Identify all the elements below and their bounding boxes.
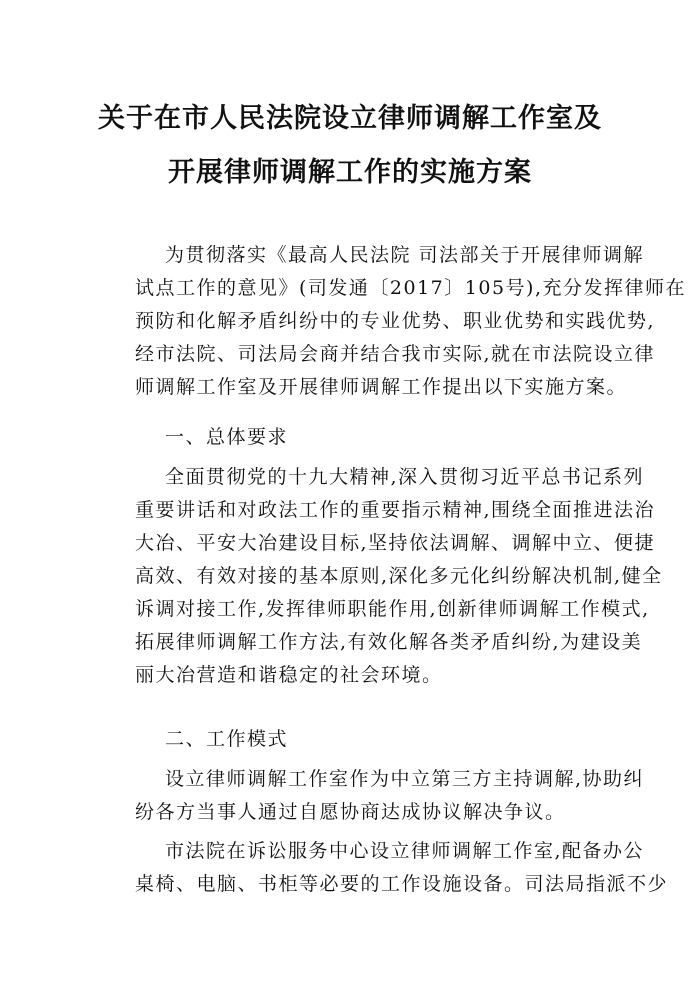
document-title-line-1: 关于在市人民法院设立律师调解工作室及 <box>98 103 602 134</box>
section1-line: 重要讲话和对政法工作的重要指示精神,围绕全面推进法治 <box>135 499 656 521</box>
section2-para1-line: 设立律师调解工作室作为中立第三方主持调解,协助纠 <box>165 768 645 790</box>
section1-line: 大冶、平安大冶建设目标,坚持依法调解、调解中立、便捷 <box>135 532 656 554</box>
intro-line: 试点工作的意见》(司发通〔2017〕105号),充分发挥律师在 <box>135 277 686 299</box>
intro-line: 为贯彻落实《最高人民法院 司法部关于开展律师调解 <box>165 244 645 266</box>
section2-para2-line: 市法院在诉讼服务中心设立律师调解工作室,配备办公 <box>165 840 645 862</box>
section1-line: 全面贯彻党的十九大精神,深入贯彻习近平总书记系列 <box>165 466 645 488</box>
section-heading-general-requirements: 一、总体要求 <box>165 426 289 448</box>
document-title-line-2: 开展律师调解工作的实施方案 <box>168 157 532 188</box>
section1-line: 诉调对接工作,发挥律师职能作用,创新律师调解工作模式, <box>135 598 650 620</box>
section1-line: 高效、有效对接的基本原则,深化多元化纠纷解决机制,健全 <box>135 565 663 587</box>
section2-para1-line: 纷各方当事人通过自愿协商达成协议解决争议。 <box>135 801 566 823</box>
section1-line: 拓展律师调解工作方法,有效化解各类矛盾纠纷,为建设美 <box>135 631 643 653</box>
section2-para2-line: 桌椅、电脑、书柜等必要的工作设施设备。司法局指派不少 <box>135 873 669 895</box>
intro-line: 预防和化解矛盾纠纷中的专业优势、职业优势和实践优势, <box>135 310 656 332</box>
section-heading-work-mode: 二、工作模式 <box>165 728 289 750</box>
section1-line: 丽大冶营造和谐稳定的社会环境。 <box>135 664 443 686</box>
intro-line: 经市法院、司法局会商并结合我市实际,就在市法院设立律 <box>135 343 656 365</box>
intro-line: 师调解工作室及开展律师调解工作提出以下实施方案。 <box>135 376 628 398</box>
